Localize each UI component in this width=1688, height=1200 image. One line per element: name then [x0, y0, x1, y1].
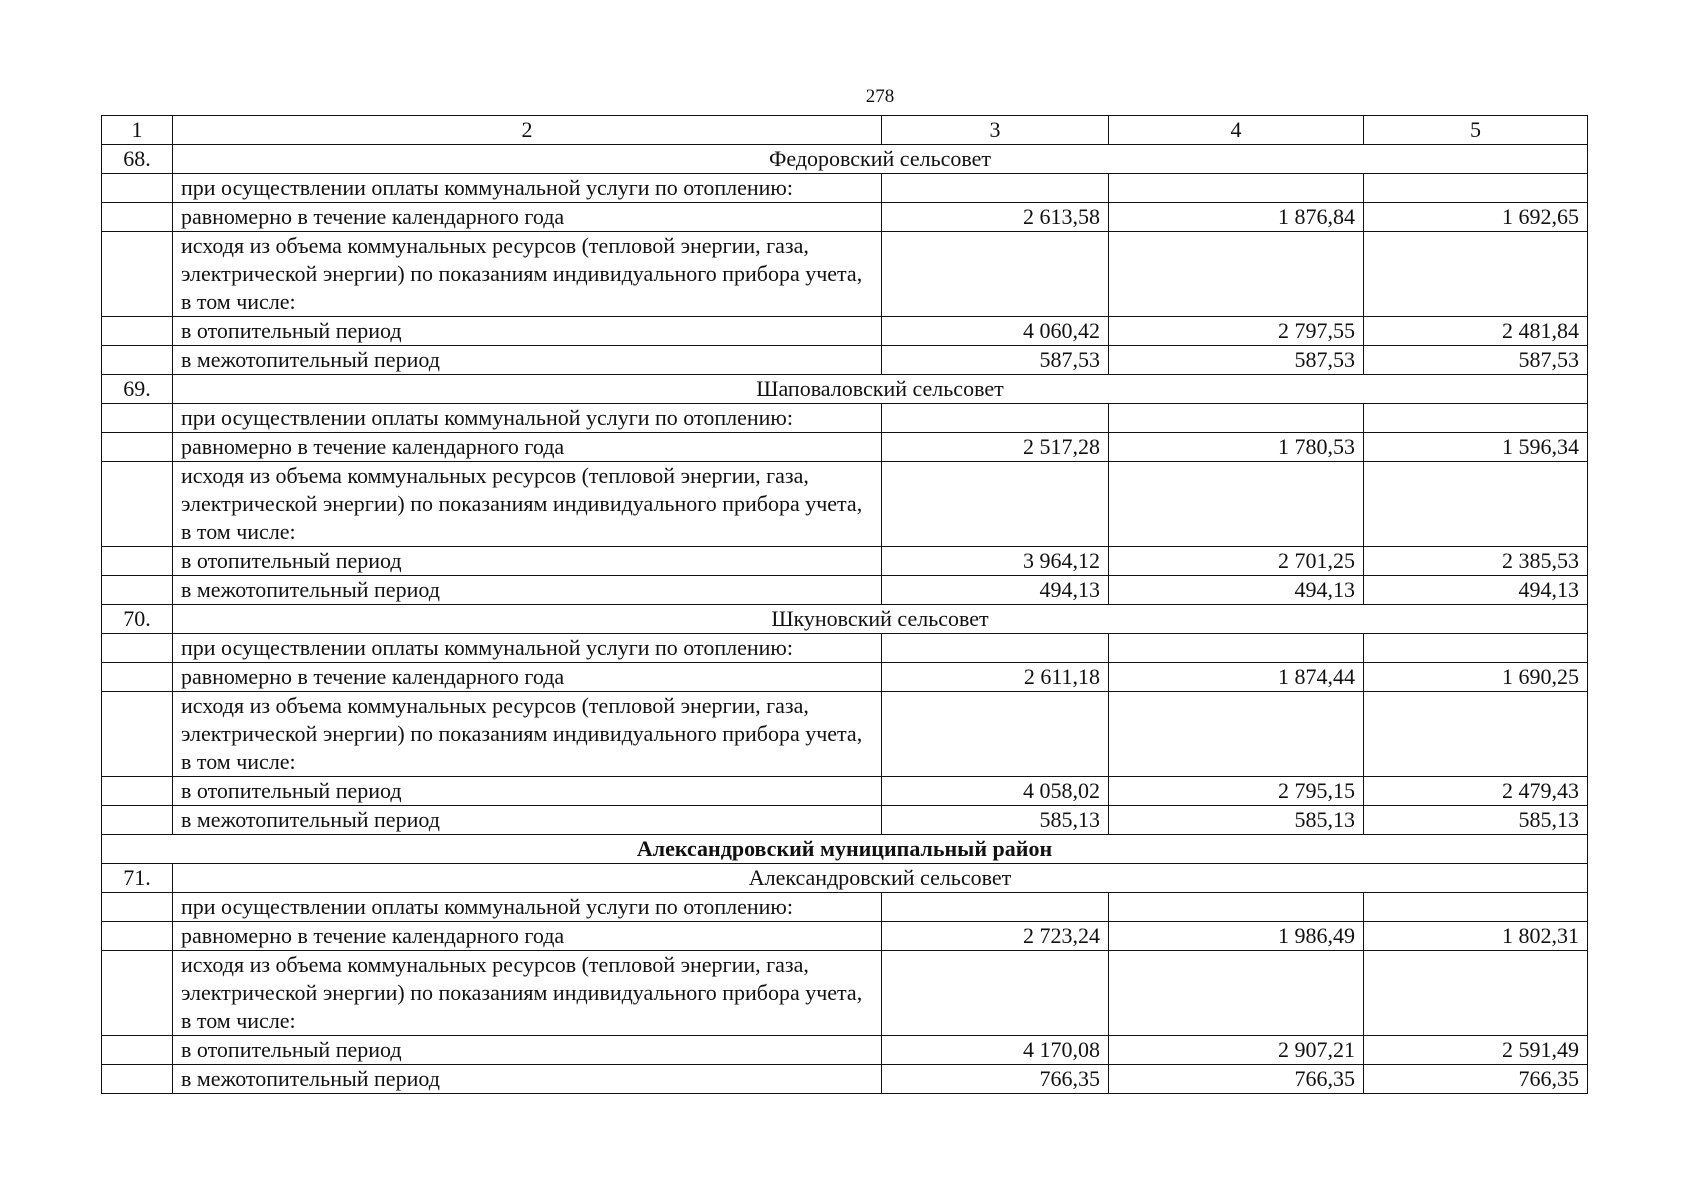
value-col-3 — [882, 692, 1109, 777]
table-row — [102, 404, 1588, 433]
settlement-row — [102, 375, 1588, 404]
value-col-3 — [882, 634, 1109, 663]
empty-index-cell — [102, 576, 173, 605]
row-label: при осуществлении оплаты коммунальной услуги по отоплению: — [173, 404, 882, 433]
value-col-5 — [1364, 462, 1588, 547]
empty-index-cell — [102, 663, 173, 692]
value-col-4: 766,35 — [1109, 1065, 1364, 1094]
row-label: равномерно в течение календарного года — [173, 203, 882, 232]
value-col-5: 1 690,25 — [1364, 663, 1588, 692]
empty-index-cell — [102, 692, 173, 777]
row-label: исходя из объема коммунальных ресурсов (тепловой энергии, газа, электрической энергии) по показаниям индивидуального прибора учета, в том числе: — [173, 951, 882, 1036]
value-col-5 — [1364, 951, 1588, 1036]
value-col-5: 587,53 — [1364, 346, 1588, 375]
value-col-3: 2 613,58 — [882, 203, 1109, 232]
empty-index-cell — [102, 547, 173, 576]
value-col-5: 766,35 — [1364, 1065, 1588, 1094]
value-col-4: 2 797,55 — [1109, 317, 1364, 346]
settlement-row — [102, 605, 1588, 634]
value-col-5: 2 481,84 — [1364, 317, 1588, 346]
value-col-5 — [1364, 174, 1588, 203]
row-label: исходя из объема коммунальных ресурсов (тепловой энергии, газа, электрической энергии) по показаниям индивидуального прибора учета, в том числе: — [173, 232, 882, 317]
table-body — [102, 116, 1588, 1094]
value-col-3: 494,13 — [882, 576, 1109, 605]
settlement-title: Шкуновский сельсовет — [173, 605, 1588, 634]
value-col-4 — [1109, 232, 1364, 317]
settlement-row — [102, 145, 1588, 174]
row-label: исходя из объема коммунальных ресурсов (тепловой энергии, газа, электрической энергии) по показаниям индивидуального прибора учета, в том числе: — [173, 462, 882, 547]
header-cell: 2 — [173, 116, 882, 145]
header-cell: 4 — [1109, 116, 1364, 145]
value-col-4 — [1109, 893, 1364, 922]
header-cell: 3 — [882, 116, 1109, 145]
row-label: в межотопительный период — [173, 806, 882, 835]
table-row — [102, 692, 1588, 777]
row-label: в межотопительный период — [173, 346, 882, 375]
value-col-3: 587,53 — [882, 346, 1109, 375]
value-col-4: 2 795,15 — [1109, 777, 1364, 806]
row-label: при осуществлении оплаты коммунальной услуги по отоплению: — [173, 174, 882, 203]
value-col-3: 2 723,24 — [882, 922, 1109, 951]
table-row — [102, 893, 1588, 922]
value-col-4 — [1109, 692, 1364, 777]
settlement-title: Шаповаловский сельсовет — [173, 375, 1588, 404]
value-col-3: 585,13 — [882, 806, 1109, 835]
table-row — [102, 806, 1588, 835]
value-col-5: 1 802,31 — [1364, 922, 1588, 951]
value-col-5: 2 479,43 — [1364, 777, 1588, 806]
table-row — [102, 203, 1588, 232]
value-col-4: 585,13 — [1109, 806, 1364, 835]
value-col-4 — [1109, 634, 1364, 663]
table-row — [102, 1036, 1588, 1065]
row-label: при осуществлении оплаты коммунальной услуги по отоплению: — [173, 893, 882, 922]
value-col-5: 585,13 — [1364, 806, 1588, 835]
value-col-4 — [1109, 462, 1364, 547]
value-col-5: 2 385,53 — [1364, 547, 1588, 576]
value-col-3: 4 060,42 — [882, 317, 1109, 346]
settlement-row — [102, 864, 1588, 893]
row-label: в отопительный период — [173, 1036, 882, 1065]
value-col-3: 2 611,18 — [882, 663, 1109, 692]
table-row — [102, 433, 1588, 462]
table-row — [102, 576, 1588, 605]
empty-index-cell — [102, 1065, 173, 1094]
value-col-5: 494,13 — [1364, 576, 1588, 605]
empty-index-cell — [102, 893, 173, 922]
header-cell: 5 — [1364, 116, 1588, 145]
row-label: исходя из объема коммунальных ресурсов (тепловой энергии, газа, электрической энергии) по показаниям индивидуального прибора учета, в том числе: — [173, 692, 882, 777]
empty-index-cell — [102, 174, 173, 203]
table-row — [102, 1065, 1588, 1094]
value-col-5: 2 591,49 — [1364, 1036, 1588, 1065]
empty-index-cell — [102, 203, 173, 232]
value-col-3 — [882, 174, 1109, 203]
table-row — [102, 663, 1588, 692]
row-index: 68. — [102, 145, 173, 174]
empty-index-cell — [102, 317, 173, 346]
row-index: 70. — [102, 605, 173, 634]
row-label: в межотопительный период — [173, 576, 882, 605]
value-col-4: 1 780,53 — [1109, 433, 1364, 462]
value-col-4 — [1109, 951, 1364, 1036]
table-row — [102, 346, 1588, 375]
row-index: 69. — [102, 375, 173, 404]
row-label: при осуществлении оплаты коммунальной услуги по отоплению: — [173, 634, 882, 663]
table-row — [102, 777, 1588, 806]
empty-index-cell — [102, 462, 173, 547]
value-col-5: 1 692,65 — [1364, 203, 1588, 232]
value-col-5 — [1364, 893, 1588, 922]
empty-index-cell — [102, 634, 173, 663]
value-col-4: 2 907,21 — [1109, 1036, 1364, 1065]
table-row — [102, 634, 1588, 663]
row-label: в отопительный период — [173, 547, 882, 576]
value-col-5 — [1364, 232, 1588, 317]
row-label: равномерно в течение календарного года — [173, 433, 882, 462]
table-row — [102, 462, 1588, 547]
table-row — [102, 951, 1588, 1036]
district-row — [102, 835, 1588, 864]
empty-index-cell — [102, 806, 173, 835]
value-col-4: 1 986,49 — [1109, 922, 1364, 951]
value-col-3: 766,35 — [882, 1065, 1109, 1094]
value-col-4: 494,13 — [1109, 576, 1364, 605]
empty-index-cell — [102, 777, 173, 806]
header-row — [102, 116, 1588, 145]
empty-index-cell — [102, 922, 173, 951]
empty-index-cell — [102, 951, 173, 1036]
table-row — [102, 174, 1588, 203]
table-row — [102, 232, 1588, 317]
value-col-4 — [1109, 404, 1364, 433]
value-col-3: 2 517,28 — [882, 433, 1109, 462]
district-title: Александровский муниципальный район — [102, 835, 1588, 864]
row-label: в отопительный период — [173, 317, 882, 346]
value-col-3: 3 964,12 — [882, 547, 1109, 576]
settlement-title: Федоровский сельсовет — [173, 145, 1588, 174]
empty-index-cell — [102, 232, 173, 317]
value-col-4: 1 876,84 — [1109, 203, 1364, 232]
row-index: 71. — [102, 864, 173, 893]
row-label: равномерно в течение календарного года — [173, 663, 882, 692]
value-col-3: 4 058,02 — [882, 777, 1109, 806]
value-col-4 — [1109, 174, 1364, 203]
value-col-5 — [1364, 634, 1588, 663]
page-number: 278 — [865, 86, 895, 107]
tariff-table — [101, 115, 1588, 1094]
empty-index-cell — [102, 346, 173, 375]
empty-index-cell — [102, 404, 173, 433]
row-label: в отопительный период — [173, 777, 882, 806]
value-col-4: 1 874,44 — [1109, 663, 1364, 692]
value-col-3 — [882, 893, 1109, 922]
table-row — [102, 922, 1588, 951]
value-col-4: 2 701,25 — [1109, 547, 1364, 576]
value-col-3 — [882, 951, 1109, 1036]
table-row — [102, 317, 1588, 346]
empty-index-cell — [102, 433, 173, 462]
row-label: в межотопительный период — [173, 1065, 882, 1094]
table-row — [102, 547, 1588, 576]
value-col-3: 4 170,08 — [882, 1036, 1109, 1065]
empty-index-cell — [102, 1036, 173, 1065]
value-col-5: 1 596,34 — [1364, 433, 1588, 462]
settlement-title: Александровский сельсовет — [173, 864, 1588, 893]
value-col-4: 587,53 — [1109, 346, 1364, 375]
value-col-5 — [1364, 404, 1588, 433]
header-cell: 1 — [102, 116, 173, 145]
value-col-3 — [882, 462, 1109, 547]
value-col-5 — [1364, 692, 1588, 777]
value-col-3 — [882, 232, 1109, 317]
row-label: равномерно в течение календарного года — [173, 922, 882, 951]
value-col-3 — [882, 404, 1109, 433]
